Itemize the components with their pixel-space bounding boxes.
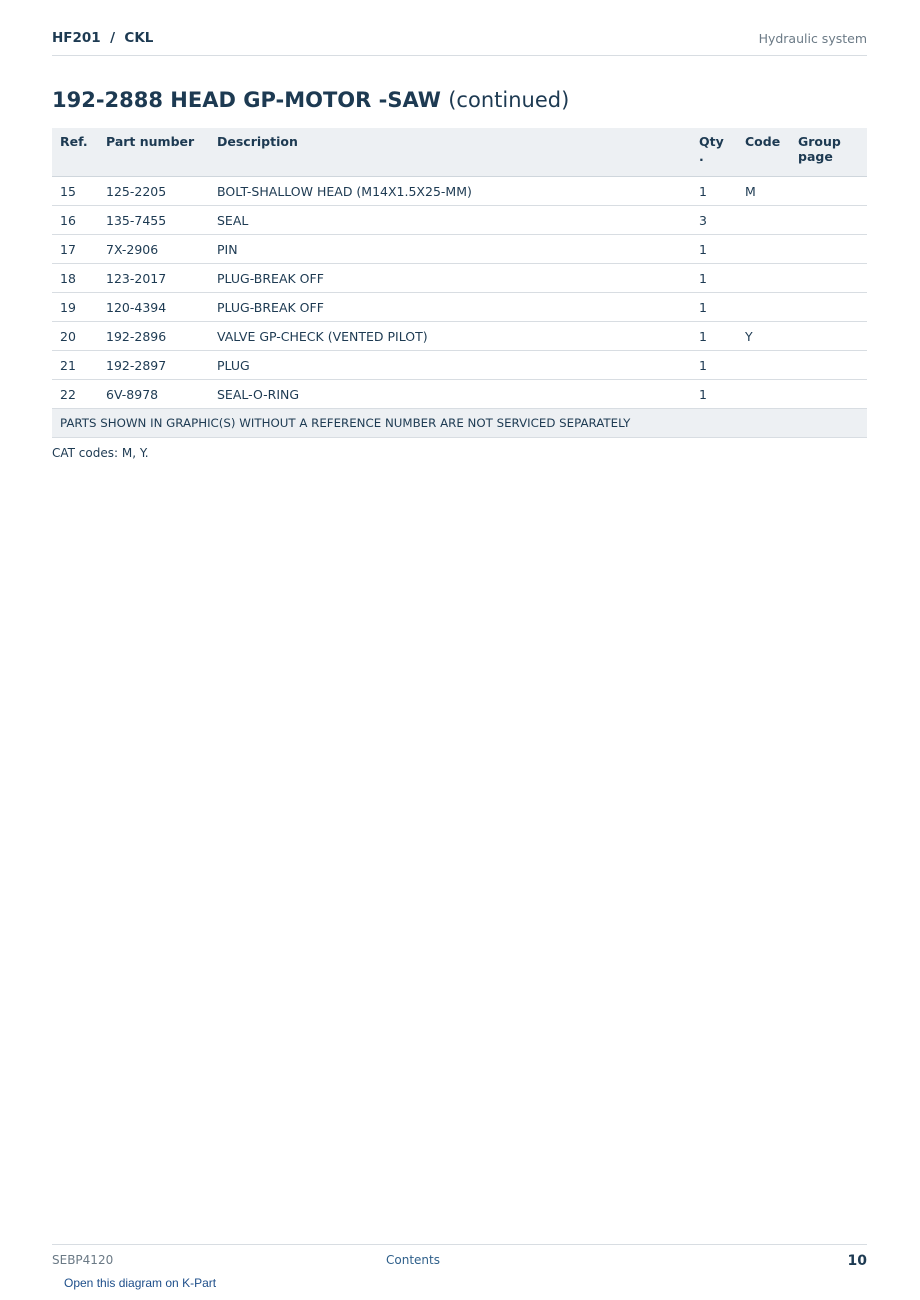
page-title xyxy=(52,88,569,112)
cell-group-page xyxy=(790,264,867,293)
page-header xyxy=(52,28,867,56)
cell-description: PIN xyxy=(209,235,691,264)
cell-code xyxy=(737,264,790,293)
cell-part-number: 123-2017 xyxy=(98,264,209,293)
cell-ref: 18 xyxy=(52,264,98,293)
cell-description: PLUG xyxy=(209,351,691,380)
page-title-suffix: (continued) xyxy=(448,88,570,112)
note-row xyxy=(52,409,867,438)
cell-qty: 1 xyxy=(691,235,737,264)
cat-codes: CAT codes: M, Y. xyxy=(52,446,149,460)
col-header-group-page xyxy=(790,128,867,177)
cell-code xyxy=(737,380,790,409)
table-row xyxy=(52,235,867,264)
cell-part-number: 6V-8978 xyxy=(98,380,209,409)
col-header-group-page-line1: Group xyxy=(798,134,841,149)
table-row xyxy=(52,351,867,380)
cell-group-page xyxy=(790,293,867,322)
cell-code: Y xyxy=(737,322,790,351)
cell-group-page xyxy=(790,380,867,409)
col-header-qty-line2: . xyxy=(699,149,704,164)
cell-group-page xyxy=(790,351,867,380)
page-footer xyxy=(52,1244,867,1275)
col-header-group-page-line2: page xyxy=(798,149,833,164)
cell-part-number: 192-2896 xyxy=(98,322,209,351)
cell-code xyxy=(737,235,790,264)
parts-table-header xyxy=(52,128,867,177)
page-title-main: 192-2888 HEAD GP-MOTOR -SAW xyxy=(52,88,441,112)
header-row xyxy=(52,128,867,177)
table-row xyxy=(52,293,867,322)
cell-description: SEAL-O-RING xyxy=(209,380,691,409)
cell-part-number: 192-2897 xyxy=(98,351,209,380)
col-header-qty xyxy=(691,128,737,177)
cell-ref: 17 xyxy=(52,235,98,264)
cell-qty: 1 xyxy=(691,264,737,293)
cell-ref: 16 xyxy=(52,206,98,235)
cell-code xyxy=(737,351,790,380)
col-header-code: Code xyxy=(737,128,790,177)
document-id: SEBP4120 xyxy=(52,1253,114,1267)
col-header-part-number: Part number xyxy=(98,128,209,177)
breadcrumb: HF201 / CKL xyxy=(52,30,154,46)
cell-description: BOLT-SHALLOW HEAD (M14X1.5X25-MM) xyxy=(209,177,691,206)
cell-qty: 3 xyxy=(691,206,737,235)
cell-qty: 1 xyxy=(691,322,737,351)
cell-qty: 1 xyxy=(691,351,737,380)
section-name: Hydraulic system xyxy=(758,31,867,46)
cell-description: VALVE GP-CHECK (VENTED PILOT) xyxy=(209,322,691,351)
table-row xyxy=(52,206,867,235)
cell-part-number: 135-7455 xyxy=(98,206,209,235)
cell-description: PLUG-BREAK OFF xyxy=(209,293,691,322)
parts-note: PARTS SHOWN IN GRAPHIC(S) WITHOUT A REFERENCE NUMBER ARE NOT SERVICED SEPARATELY xyxy=(52,409,867,438)
cell-qty: 1 xyxy=(691,293,737,322)
page-number: 10 xyxy=(847,1253,867,1269)
col-header-description: Description xyxy=(209,128,691,177)
cell-group-page xyxy=(790,322,867,351)
cell-group-page xyxy=(790,206,867,235)
table-row xyxy=(52,177,867,206)
cell-qty: 1 xyxy=(691,177,737,206)
cell-description: PLUG-BREAK OFF xyxy=(209,264,691,293)
table-row xyxy=(52,322,867,351)
parts-table-footer xyxy=(52,409,867,438)
cell-group-page xyxy=(790,235,867,264)
cell-ref: 20 xyxy=(52,322,98,351)
cell-part-number: 7X-2906 xyxy=(98,235,209,264)
parts-table-body xyxy=(52,177,867,409)
cell-description: SEAL xyxy=(209,206,691,235)
cell-ref: 19 xyxy=(52,293,98,322)
cell-group-page xyxy=(790,177,867,206)
cell-part-number: 120-4394 xyxy=(98,293,209,322)
col-header-ref: Ref. xyxy=(52,128,98,177)
col-header-qty-line1: Qty xyxy=(699,134,724,149)
kpart-link[interactable]: Open this diagram on K-Part xyxy=(64,1276,217,1290)
cell-code xyxy=(737,293,790,322)
cell-code: M xyxy=(737,177,790,206)
cell-part-number: 125-2205 xyxy=(98,177,209,206)
table-row xyxy=(52,264,867,293)
contents-link[interactable]: Contents xyxy=(386,1253,440,1267)
cell-ref: 22 xyxy=(52,380,98,409)
cell-ref: 21 xyxy=(52,351,98,380)
cell-qty: 1 xyxy=(691,380,737,409)
cell-ref: 15 xyxy=(52,177,98,206)
table-row xyxy=(52,380,867,409)
parts-table xyxy=(52,128,867,438)
cell-code xyxy=(737,206,790,235)
